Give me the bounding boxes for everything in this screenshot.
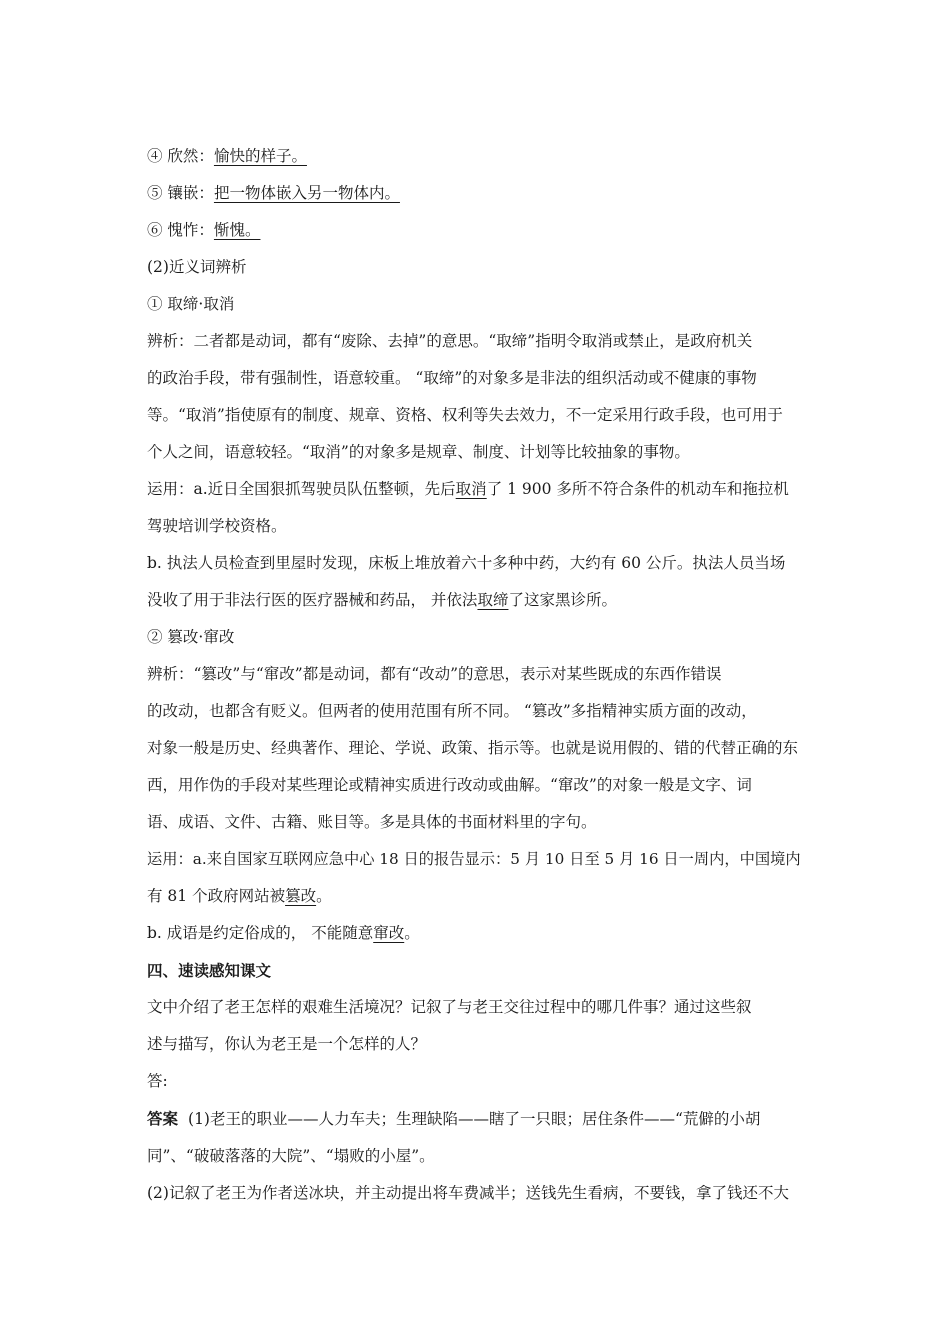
usage-keyword: 取消 xyxy=(455,480,487,498)
usage-text: b. 成语是约定俗成的， 不能随意 xyxy=(147,924,374,942)
section-heading: 四、速读感知课文 xyxy=(147,961,272,980)
pair2-analysis-line: 的改动，也都含有贬义。但两者的使用范围有所不同。 “篡改”多指精神实质方面的改动， xyxy=(147,702,757,720)
usage-text: 有 81 个政府网站被 xyxy=(147,887,286,905)
pair2-title: ② 篡改·窜改 xyxy=(147,628,235,646)
pair1-analysis-line: 辨析：二者都是动词，都有“废除、去掉”的意思。“取缔”指明令取消或禁止，是政府机关 xyxy=(147,332,753,350)
answer-line: (2)记叙了老王为作者送冰块，并主动提出将车费减半；送钱先生看病，不要钱，拿了钱还不大 xyxy=(147,1184,789,1202)
vocab-word: ⑤ 镶嵌： xyxy=(147,184,214,202)
usage-text: 了 1 900 多所不符合条件的机动车和拖拉机 xyxy=(486,480,789,498)
answer-tag: 答案 xyxy=(147,1109,179,1128)
usage-text: 了这家黑诊所。 xyxy=(508,591,617,609)
vocab-meaning: 把一物体嵌入另一物体内。 xyxy=(213,184,400,202)
pair1-usage-b: b. 执法人员检查到里屋时发现，床板上堆放着六十多种中药，大约有 60 公斤。执法人员当场 xyxy=(147,554,786,572)
usage-keyword: 窜改 xyxy=(373,924,405,942)
pair2-analysis-line: 对象一般是历史、经典著作、理论、学说、政策、指示等。也就是说用假的、错的代替正确的东 xyxy=(147,739,799,757)
vocab-meaning: 惭愧。 xyxy=(213,221,261,239)
pair1-analysis-line: 的政治手段，带有强制性，语意较重。 “取缔”的对象多是非法的组织活动或不健康的事物 xyxy=(147,369,757,387)
document-page xyxy=(147,138,807,1212)
usage-text: 。 xyxy=(404,924,420,942)
pair2-analysis-line: 辨析：“篡改”与“窜改”都是动词，都有“改动”的意思，表示对某些既成的东西作错误 xyxy=(147,665,722,683)
question-line: 述与描写，你认为老王是一个怎样的人？ xyxy=(147,1035,427,1053)
pair1-usage-a-cont: 驾驶培训学校资格。 xyxy=(147,517,287,535)
pair2-analysis-line: 语、成语、文件、古籍、账目等。多是具体的书面材料里的字句。 xyxy=(147,813,597,831)
pair2-analysis-line: 西，用作伪的手段对某些理论或精神实质进行改动或曲解。“窜改”的对象一般是文字、词 xyxy=(147,776,752,794)
answer-line xyxy=(147,1100,807,1138)
pair2-usage-a-cont xyxy=(147,878,807,915)
pair2-usage-a: 运用：a.来自国家互联网应急中心 18 日的报告显示：5 月 10 日至 5 月 16 日一周内，中国境内 xyxy=(147,850,801,868)
question-line: 文中介绍了老王怎样的艰难生活境况？记叙了与老王交往过程中的哪几件事？通过这些叙 xyxy=(147,998,752,1016)
vocab-item-4 xyxy=(147,138,807,175)
answer-text: (1)老王的职业——人力车夫；生理缺陷——瞎了一只眼；居住条件——“荒僻的小胡 xyxy=(188,1110,761,1128)
pair1-title: ① 取缔·取消 xyxy=(147,295,235,313)
pair1-usage-a xyxy=(147,471,807,508)
vocab-word: ④ 欣然： xyxy=(147,147,214,165)
usage-keyword: 篡改 xyxy=(285,887,317,905)
usage-text: 运用：a.近日全国狠抓驾驶员队伍整顿，先后 xyxy=(147,480,456,498)
vocab-item-6 xyxy=(147,212,807,249)
pair1-analysis-line: 等。“取消”指使原有的制度、规章、资格、权利等失去效力，不一定采用行政手段，也可用于 xyxy=(147,406,783,424)
pair2-usage-b xyxy=(147,915,807,952)
usage-keyword: 取缔 xyxy=(477,591,509,609)
pair1-usage-b-cont xyxy=(147,582,807,619)
vocab-meaning: 愉快的样子。 xyxy=(213,147,307,165)
answer-line: 同”、“破破落落的大院”、“塌败的小屋”。 xyxy=(147,1147,435,1165)
vocab-word: ⑥ 愧怍： xyxy=(147,221,214,239)
vocab-item-5 xyxy=(147,175,807,212)
synonym-heading: (2)近义词辨析 xyxy=(147,258,247,276)
pair1-analysis-line: 个人之间，语意较轻。“取消”的对象多是规章、制度、计划等比较抽象的事物。 xyxy=(147,443,690,461)
answer-label: 答: xyxy=(147,1072,168,1090)
usage-text: 。 xyxy=(316,887,332,905)
usage-text: 没收了用于非法行医的医疗器械和药品， 并依法 xyxy=(147,591,478,609)
